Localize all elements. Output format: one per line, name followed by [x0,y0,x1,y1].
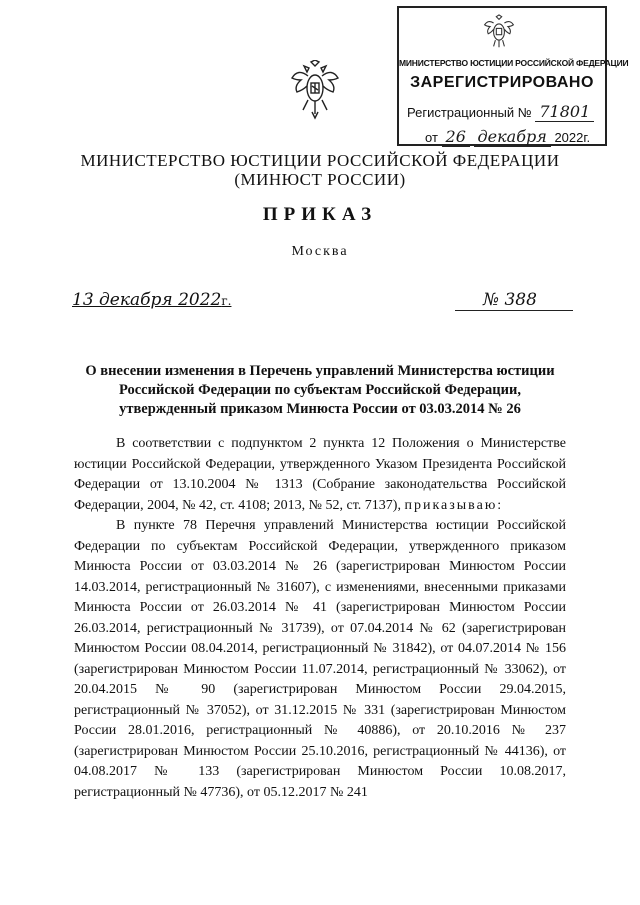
stamp-date-year: 2022г. [554,130,591,145]
order-date-text: 13 декабря 2022 [72,290,222,310]
order-subject: О внесении изменения в Перечень управлений Министерства юстиции Российской Федерации по субъектам Российской Федерации, утвержденный приказом Минюста России от 03.03.2014 № 26 [85,363,555,417]
order-keyword: приказываю: [404,497,504,513]
stamp-date-line [425,127,590,146]
order-number: № 388 [455,290,573,311]
coat-of-arms-icon [290,60,340,120]
stamp-reg-number: 71801 [535,102,594,122]
eagle-emblem-icon [481,14,517,50]
stamp-date-prefix: от [425,130,438,145]
order-body [74,434,566,803]
stamp-registered-text: ЗАРЕГИСТРИРОВАНО [410,74,594,91]
stamp-date-day: 26 [442,127,470,147]
paragraph-basis-text: В соответствии с подпунктом 2 пункта 12 Положения о Министерстве юстиции Российской Федерации, утвержденного Указом Президента Российской Федерации от 13.10.2004 № 1313 (Собрание законодательства Российской Федерации, 2004, № 42, ст. 4108; 2013, № 52, ст. 7137), [74,436,566,513]
paragraph-amendment: В пункте 78 Перечня управлений Министерства юстиции Российской Федерации по субъектам Российской Федерации, утвержденного приказом Минюста России от 03.03.2014 № 26 (зарегистрирован Минюстом России 14.03.2014, регистрационный № 31607), с изменениями, внесенными приказами Минюста России от 26.03.2014 № 41 (зарегистрирован Минюстом России 26.03.2014, регистрационный № 31739), от 07.04.2014 № 62 (зарегистрирован Минюстом России 08.04.2014, регистрационный № 31842), от 04.07.2014 № 156 (зарегистрирован Минюстом России 11.07.2014, регистрационный № 33062), от 20.04.2015 № 90 (зарегистрирован Минюстом России 29.04.2015, регистрационный № 37052), от 31.12.2015 № 331 (зарегистрирован Минюстом России 28.01.2016, регистрационный № 40886), от 20.10.2016 № 237 (зарегистрирован Минюстом России 25.10.2016, регистрационный № 44136), от 04.08.2017 № 133 (зарегистрирован Минюстом России 10.08.2017, регистрационный № 47736), от 05.12.2017 № 241 [74,518,566,800]
order-title: ПРИКАЗ [262,204,378,225]
ministry-short-title: (МИНЮСТ РОССИИ) [234,170,406,189]
stamp-reg-label: Регистрационный № [407,105,532,120]
registration-stamp [397,6,629,146]
order-date-suffix: г. [221,294,232,308]
stamp-ministry-text: МИНИСТЕРСТВО ЮСТИЦИИ РОССИЙСКОЙ ФЕДЕРАЦИИ [399,58,629,68]
stamp-date-month: декабря [474,127,551,147]
order-date [72,290,231,310]
stamp-reg-line [407,102,594,121]
paragraph-basis [74,434,566,516]
city-name: Москва [291,244,349,259]
ministry-title: МИНИСТЕРСТВО ЮСТИЦИИ РОССИЙСКОЙ ФЕДЕРАЦИИ [80,151,560,170]
